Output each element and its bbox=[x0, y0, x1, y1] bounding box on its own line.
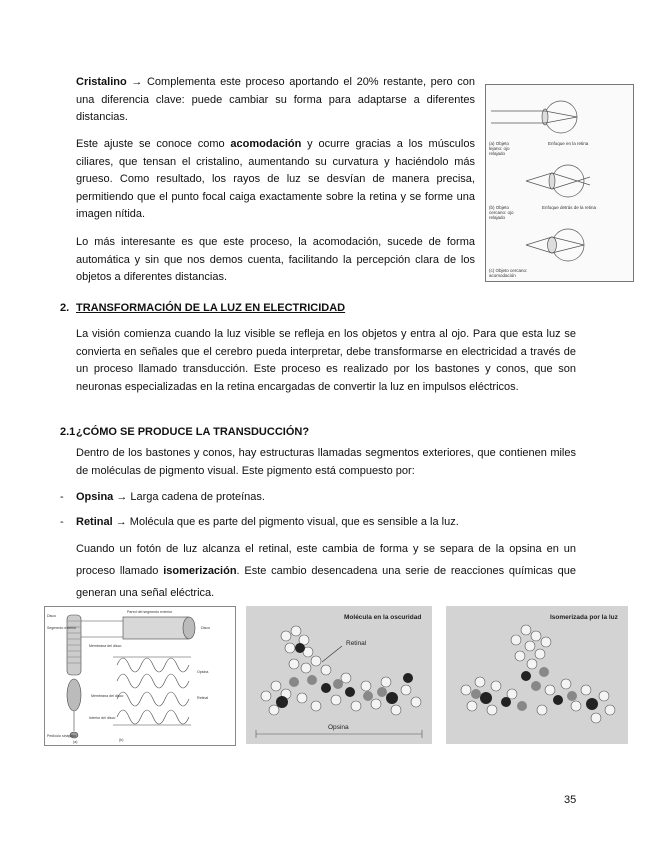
section-2-body: La visión comienza cuando la luz visible se refleja en los objetos y entra al ojo. Para que esta luz se convierta en señales que el cerebro pueda interpretar, debe transformarse en electricidad a través de un proceso llamado transducción. Este proceso es realizado por los bastones y conos, que son neuronas especializadas en la retina encargadas de convertir la luz en impulsos eléctricos. bbox=[76, 328, 576, 393]
eye-caption-b: (b) Objeto cercano: ojo relajado bbox=[489, 205, 514, 220]
photo2-title: Isomerizada por la luz bbox=[550, 614, 618, 621]
rod-label-1: Segmento exterior bbox=[47, 626, 77, 630]
acomodacion-term: acomodación bbox=[230, 138, 302, 150]
eye-caption-b2: Enfoque detrás de la retina bbox=[542, 205, 597, 210]
bullet-retinal bbox=[76, 514, 576, 532]
rod-label-10: (a) bbox=[73, 740, 78, 744]
opsina-term: Opsina bbox=[76, 491, 114, 503]
rod-diagram-svg bbox=[45, 607, 235, 745]
rod-label-11: (b) bbox=[119, 738, 124, 742]
rod-label-0: Disco bbox=[47, 614, 56, 618]
acomodacion-paragraph bbox=[76, 136, 475, 224]
retinal-text: → Molécula que es parte del pigmento visual, que es sensible a la luz. bbox=[112, 516, 459, 528]
section-2-number: 2. bbox=[60, 302, 70, 314]
molecule-isomerized-photo bbox=[446, 606, 628, 744]
section-21-body: Dentro de los bastones y conos, hay estructuras llamadas segmentos exteriores, que contienen miles de moléculas de pigmento visual. Este pigmento está compuesto por: bbox=[76, 447, 576, 477]
rod-label-4: Disco bbox=[201, 626, 210, 630]
rod-label-2: Membrana del disco bbox=[89, 644, 122, 648]
photo1-title: Molécula en la oscuridad bbox=[344, 614, 422, 621]
section-21-number: 2.1 bbox=[60, 426, 76, 438]
eye-caption-a: (a) Objeto lejano: ojo relajado bbox=[489, 141, 510, 156]
bullet-dash-2: - bbox=[60, 516, 64, 528]
photo1-retinal-label: Retinal bbox=[346, 640, 367, 647]
cristalino-paragraph bbox=[76, 74, 475, 127]
isomerization-paragraph bbox=[76, 538, 576, 604]
eye-accommodation-figure bbox=[485, 84, 634, 282]
bullet-opsina bbox=[76, 489, 576, 507]
section-21-title: ¿CÓMO SE PRODUCE LA TRANSDUCCIÓN? bbox=[76, 426, 310, 438]
section-2-title: TRANSFORMACIÓN DE LA LUZ EN ELECTRICIDAD bbox=[76, 302, 346, 314]
eye-diagrams-svg bbox=[486, 85, 633, 281]
acomodacion-text-a: Este ajuste se conoce como bbox=[76, 138, 231, 150]
eye-caption-a2: Enfoque en la retina bbox=[548, 141, 589, 146]
rod-label-5: Opsina bbox=[197, 670, 209, 674]
rod-label-9: Pedículo sináptico bbox=[47, 734, 77, 738]
cristalino-term: Cristalino bbox=[76, 76, 127, 88]
molecule-isomerized-svg bbox=[446, 606, 628, 744]
cristalino-text: → Complementa este proceso aportando el 20% restante, pero con una diferencia clave: puede cambiar su forma para adaptarse a diferentes distancias. bbox=[76, 76, 475, 123]
automatic-paragraph: Lo más interesante es que este proceso, la acomodación, sucede de forma automática y sin que nos demos cuenta, facilitando la percepción clara de los objetos a diferentes distancias. bbox=[76, 236, 475, 283]
isomerization-term: isomerización bbox=[163, 565, 237, 577]
rod-label-7: Membrana del disco bbox=[91, 694, 124, 698]
isomerization-text-b: . Este cambio desencadena una serie de reacciones químicas que generan una señal eléctrica. bbox=[76, 565, 576, 599]
page-number: 35 bbox=[564, 794, 577, 806]
rod-outer-segment-figure bbox=[44, 606, 236, 746]
opsina-text: → Larga cadena de proteínas. bbox=[113, 491, 265, 503]
photo1-opsina-label: Opsina bbox=[328, 724, 349, 731]
bullet-dash-1: - bbox=[60, 491, 64, 503]
acomodacion-text-b: y ocurre gracias a los músculos ciliares, que tensan el cristalino, aumentando su curvatura y haciéndolo más grueso. Como resultado, los rayos de luz se desvían de manera precisa, permitiendo que el punto focal caiga exactamente sobre la retina y se forme una imagen nítida. bbox=[76, 138, 475, 220]
rod-label-8: Interior del disco bbox=[89, 716, 116, 720]
rod-label-6: Retinal bbox=[197, 696, 209, 700]
eye-caption-c: (c) Objeto cercano: acomodación bbox=[489, 268, 528, 278]
retinal-term: Retinal bbox=[76, 516, 113, 528]
molecule-darkness-photo bbox=[246, 606, 432, 744]
isomerization-text-a: Cuando un fotón de luz alcanza el retinal, este cambia de forma y se separa de la opsina en un proceso llamado bbox=[76, 543, 576, 577]
rod-label-3: Pared del segmento exterior bbox=[127, 610, 173, 614]
